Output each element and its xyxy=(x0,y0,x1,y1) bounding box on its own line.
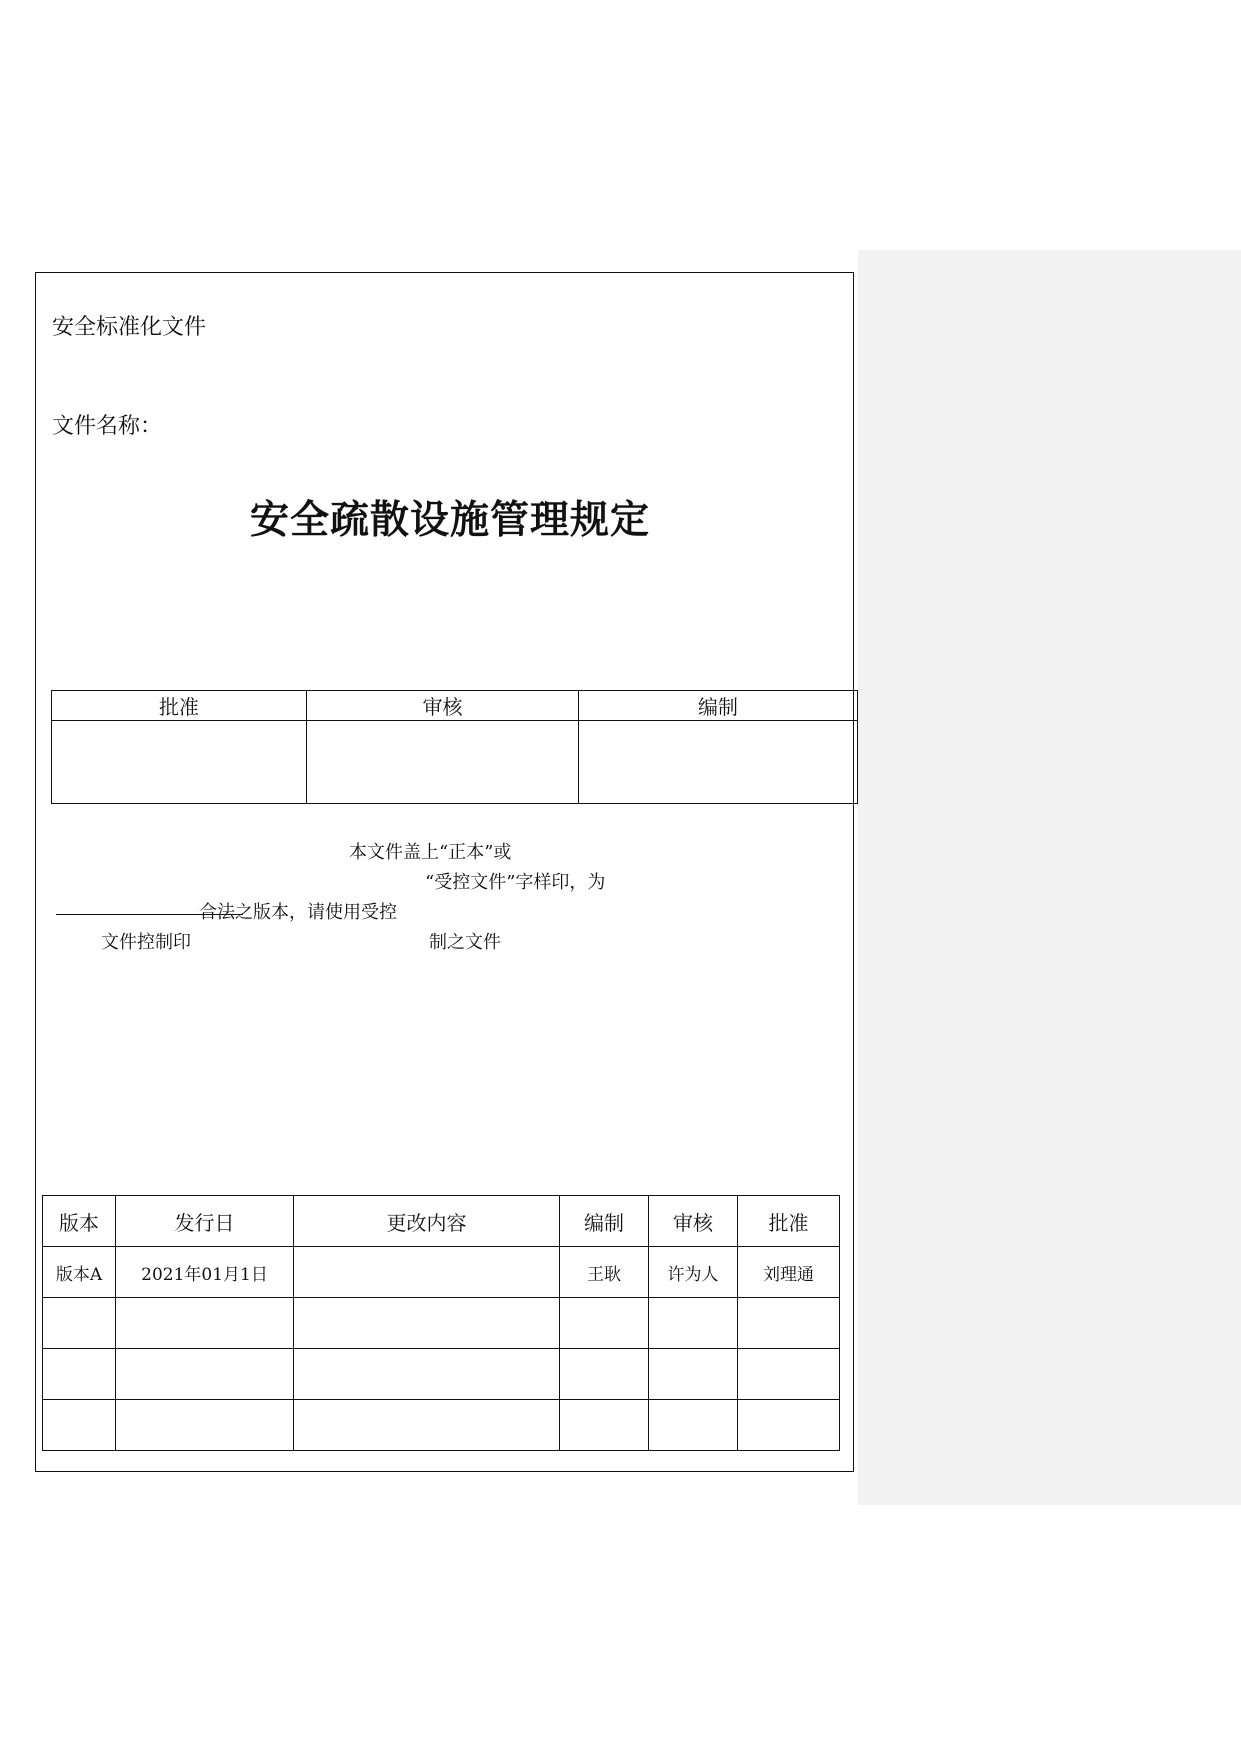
compiled-by-cell xyxy=(560,1298,649,1349)
document-title: 安全疏散设施管理规定 xyxy=(250,497,651,543)
issue-date-cell: 2021年01月1日 xyxy=(116,1247,294,1298)
review-header: 审核 xyxy=(307,691,579,721)
reviewed-by-cell xyxy=(649,1400,738,1451)
compile-signature-cell[interactable] xyxy=(579,721,858,804)
reviewed-by-header: 审核 xyxy=(649,1196,738,1247)
review-signature-cell[interactable] xyxy=(307,721,579,804)
version-cell xyxy=(43,1400,116,1451)
compiled-by-header: 编制 xyxy=(560,1196,649,1247)
table-row xyxy=(43,1247,840,1298)
reviewed-by-cell xyxy=(649,1349,738,1400)
strikethrough-line xyxy=(56,914,243,915)
change-content-cell xyxy=(294,1400,560,1451)
reviewed-by-cell xyxy=(649,1298,738,1349)
stamp-notice-line-3: 合法之版本，请使用受控 xyxy=(199,902,397,923)
issue-date-header: 发行日 xyxy=(116,1196,294,1247)
doc-type-label: 安全标准化文件 xyxy=(52,315,207,340)
approve-signature-cell[interactable] xyxy=(52,721,307,804)
table-row xyxy=(43,1400,840,1451)
approved-by-cell xyxy=(738,1400,840,1451)
stamp-notice-line-2: “受控文件”字样印，为 xyxy=(425,872,606,893)
version-cell: 版本A xyxy=(43,1247,116,1298)
compiled-by-cell xyxy=(560,1349,649,1400)
issue-date-cell xyxy=(116,1349,294,1400)
revision-header-row xyxy=(43,1196,840,1247)
approved-by-header: 批准 xyxy=(738,1196,840,1247)
stamp-label: 文件控制印 xyxy=(101,932,191,953)
issue-date-cell xyxy=(116,1298,294,1349)
table-row xyxy=(43,1298,840,1349)
compiled-by-cell: 王耿 xyxy=(560,1247,649,1298)
stamp-notice-line-1: 本文件盖上“正本”或 xyxy=(349,842,512,863)
change-content-cell xyxy=(294,1298,560,1349)
table-row xyxy=(43,1349,840,1400)
revision-history-table xyxy=(42,1195,840,1451)
file-name-label: 文件名称： xyxy=(52,414,163,439)
approved-by-cell: 刘理通 xyxy=(738,1247,840,1298)
compiled-by-cell xyxy=(560,1400,649,1451)
version-header: 版本 xyxy=(43,1196,116,1247)
issue-date-cell xyxy=(116,1400,294,1451)
change-content-cell xyxy=(294,1247,560,1298)
reviewed-by-cell: 许为人 xyxy=(649,1247,738,1298)
version-cell xyxy=(43,1298,116,1349)
version-cell xyxy=(43,1349,116,1400)
stamp-notice-line-4: 制之文件 xyxy=(429,932,501,953)
comment-pane xyxy=(858,250,1241,1505)
change-content-cell xyxy=(294,1349,560,1400)
approval-signature-table xyxy=(51,690,858,804)
compile-header: 编制 xyxy=(579,691,858,721)
approved-by-cell xyxy=(738,1349,840,1400)
approve-header: 批准 xyxy=(52,691,307,721)
approved-by-cell xyxy=(738,1298,840,1349)
change-content-header: 更改内容 xyxy=(294,1196,560,1247)
